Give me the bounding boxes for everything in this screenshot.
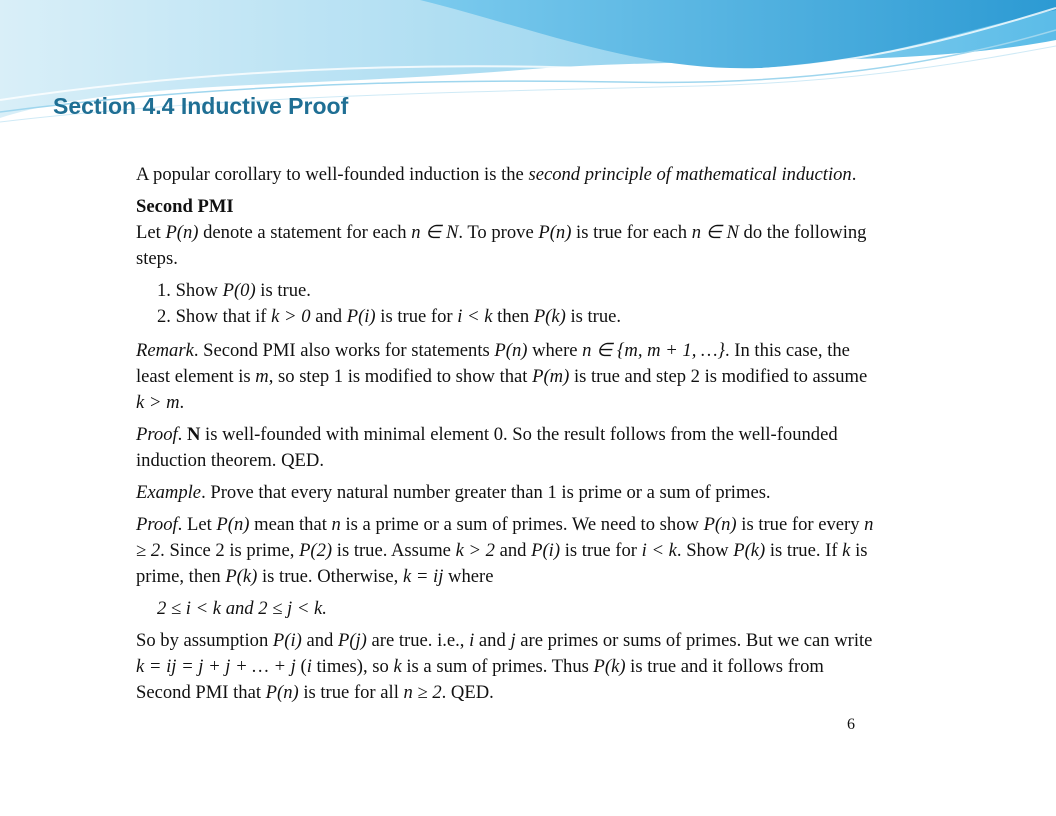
second-pmi-heading: Second PMI [136,196,234,217]
remark-paragraph: Remark. Second PMI also works for statements P(n) where n ∈ {m, m + 1, …}. In this case, the least element is m, so step 1 is modified to show that P(m) is true and step 2 is modified to assume k > m. [136,340,868,413]
textbook-page-excerpt [131,158,879,740]
step-2: 2. Show that if k > 0 and P(i) is true for i < k then P(k) is true. [157,306,622,327]
second-pmi-statement: Let P(n) denote a statement for each n ∈ N. To prove P(n) is true for each n ∈ N do the following steps. [136,222,867,269]
slide-title: Section 4.4 Inductive Proof [53,93,349,119]
conclusion-paragraph: So by assumption P(i) and P(j) are true. i.e., i and j are primes or sums of primes. But we can write k = ij = j + j + … + j (i times), so k is a sum of primes. Thus P(k) is true and it follows from Second PMI that P(n) is true for all n ≥ 2. QED. [136,630,873,703]
inequality-line: 2 ≤ i < k and 2 ≤ j < k. [157,598,327,619]
step-1: 1. Show P(0) is true. [157,280,311,301]
proof-1-paragraph: Proof. N is well-founded with minimal element 0. So the result follows from the well-founded induction theorem. QED. [136,424,838,471]
steps-list [136,278,875,330]
page-number: 6 [847,716,855,733]
intro-paragraph: A popular corollary to well-founded induction is the second principle of mathematical induction. [136,164,857,185]
example-paragraph: Example. Prove that every natural number greater than 1 is prime or a sum of primes. [136,482,771,503]
proof-2-paragraph: Proof. Let P(n) mean that n is a prime or a sum of primes. We need to show P(n) is true for every n ≥ 2. Since 2 is prime, P(2) is true. Assume k > 2 and P(i) is true for i < k. Show P(k) is true. If k is prime, then P(k) is true. Otherwise, k = ij where [136,514,874,587]
